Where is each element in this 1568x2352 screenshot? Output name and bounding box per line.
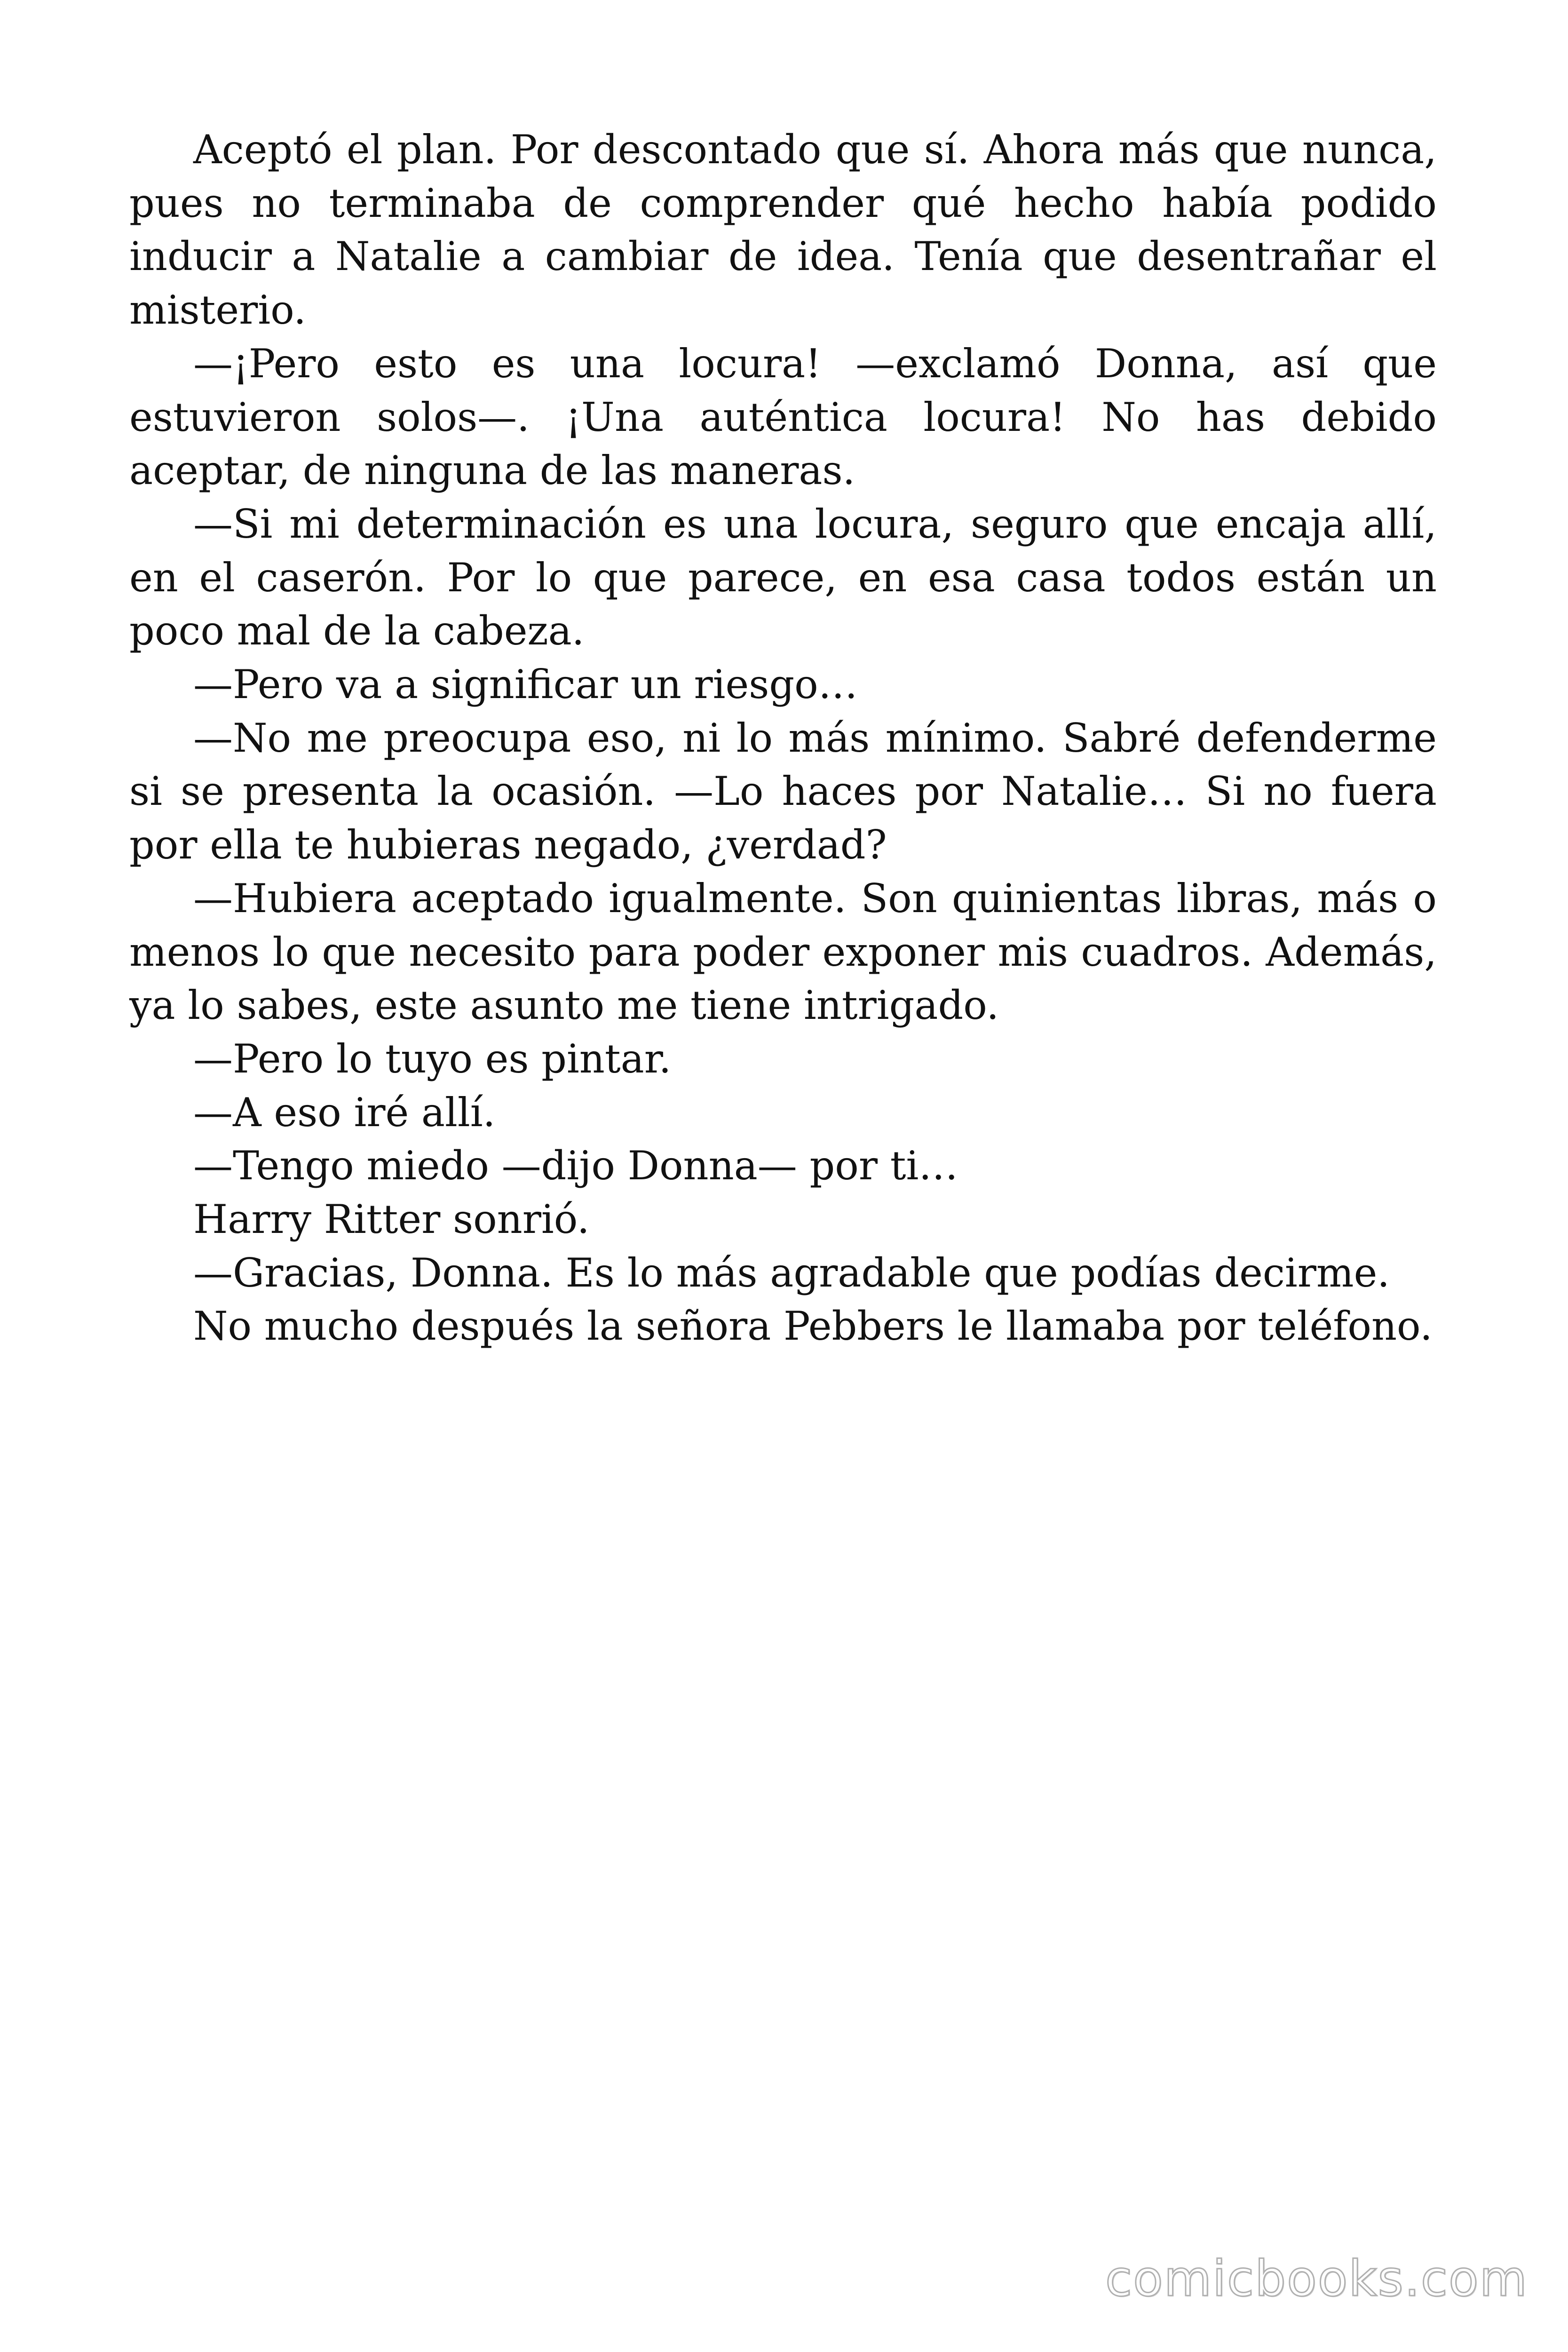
paragraph: —Pero va a significar un riesgo…	[193, 661, 858, 708]
paragraph: Aceptó el plan. Por descontado que sí. Ahora más que nunca, pues no terminaba de comprender qué hecho había podido inducir a Natalie a cambiar de idea. Tenía que desentrañar el misterio.	[129, 127, 1437, 334]
paragraph: —Gracias, Donna. Es lo más agradable que podías decirme.	[193, 1249, 1390, 1296]
watermark: comicbooks.com	[1105, 2250, 1528, 2307]
paragraph: —Si mi determinación es una locura, seguro que encaja allí, en el caserón. Por lo que parece, en esa casa todos están un poco mal de la cabeza.	[129, 501, 1437, 654]
paragraph: —No me preocupa eso, ni lo más mínimo. Sabré defenderme si se presenta la ocasión. —Lo haces por Natalie… Si no fuera por ella te hubieras negado, ¿verdad?	[129, 715, 1437, 868]
paragraph: —Hubiera aceptado igualmente. Son quinientas libras, más o menos lo que necesito para poder exponer mis cuadros. Además, ya lo sabes, este asunto me tiene intrigado.	[129, 875, 1437, 1029]
paragraph: Harry Ritter sonrió.	[193, 1196, 590, 1243]
body-text	[129, 123, 1437, 1353]
paragraph: No mucho después la señora Pebbers le llamaba por teléfono.	[193, 1303, 1433, 1350]
paragraph: —A eso iré allí.	[193, 1089, 496, 1136]
paragraph: —Pero lo tuyo es pintar.	[193, 1035, 672, 1082]
paragraph: —¡Pero esto es una locura! —exclamó Donna, así que estuvieron solos—. ¡Una auténtica locura! No has debido aceptar, de ninguna de las maneras.	[129, 340, 1437, 494]
paragraph: —Tengo miedo —dijo Donna— por ti…	[193, 1143, 958, 1189]
